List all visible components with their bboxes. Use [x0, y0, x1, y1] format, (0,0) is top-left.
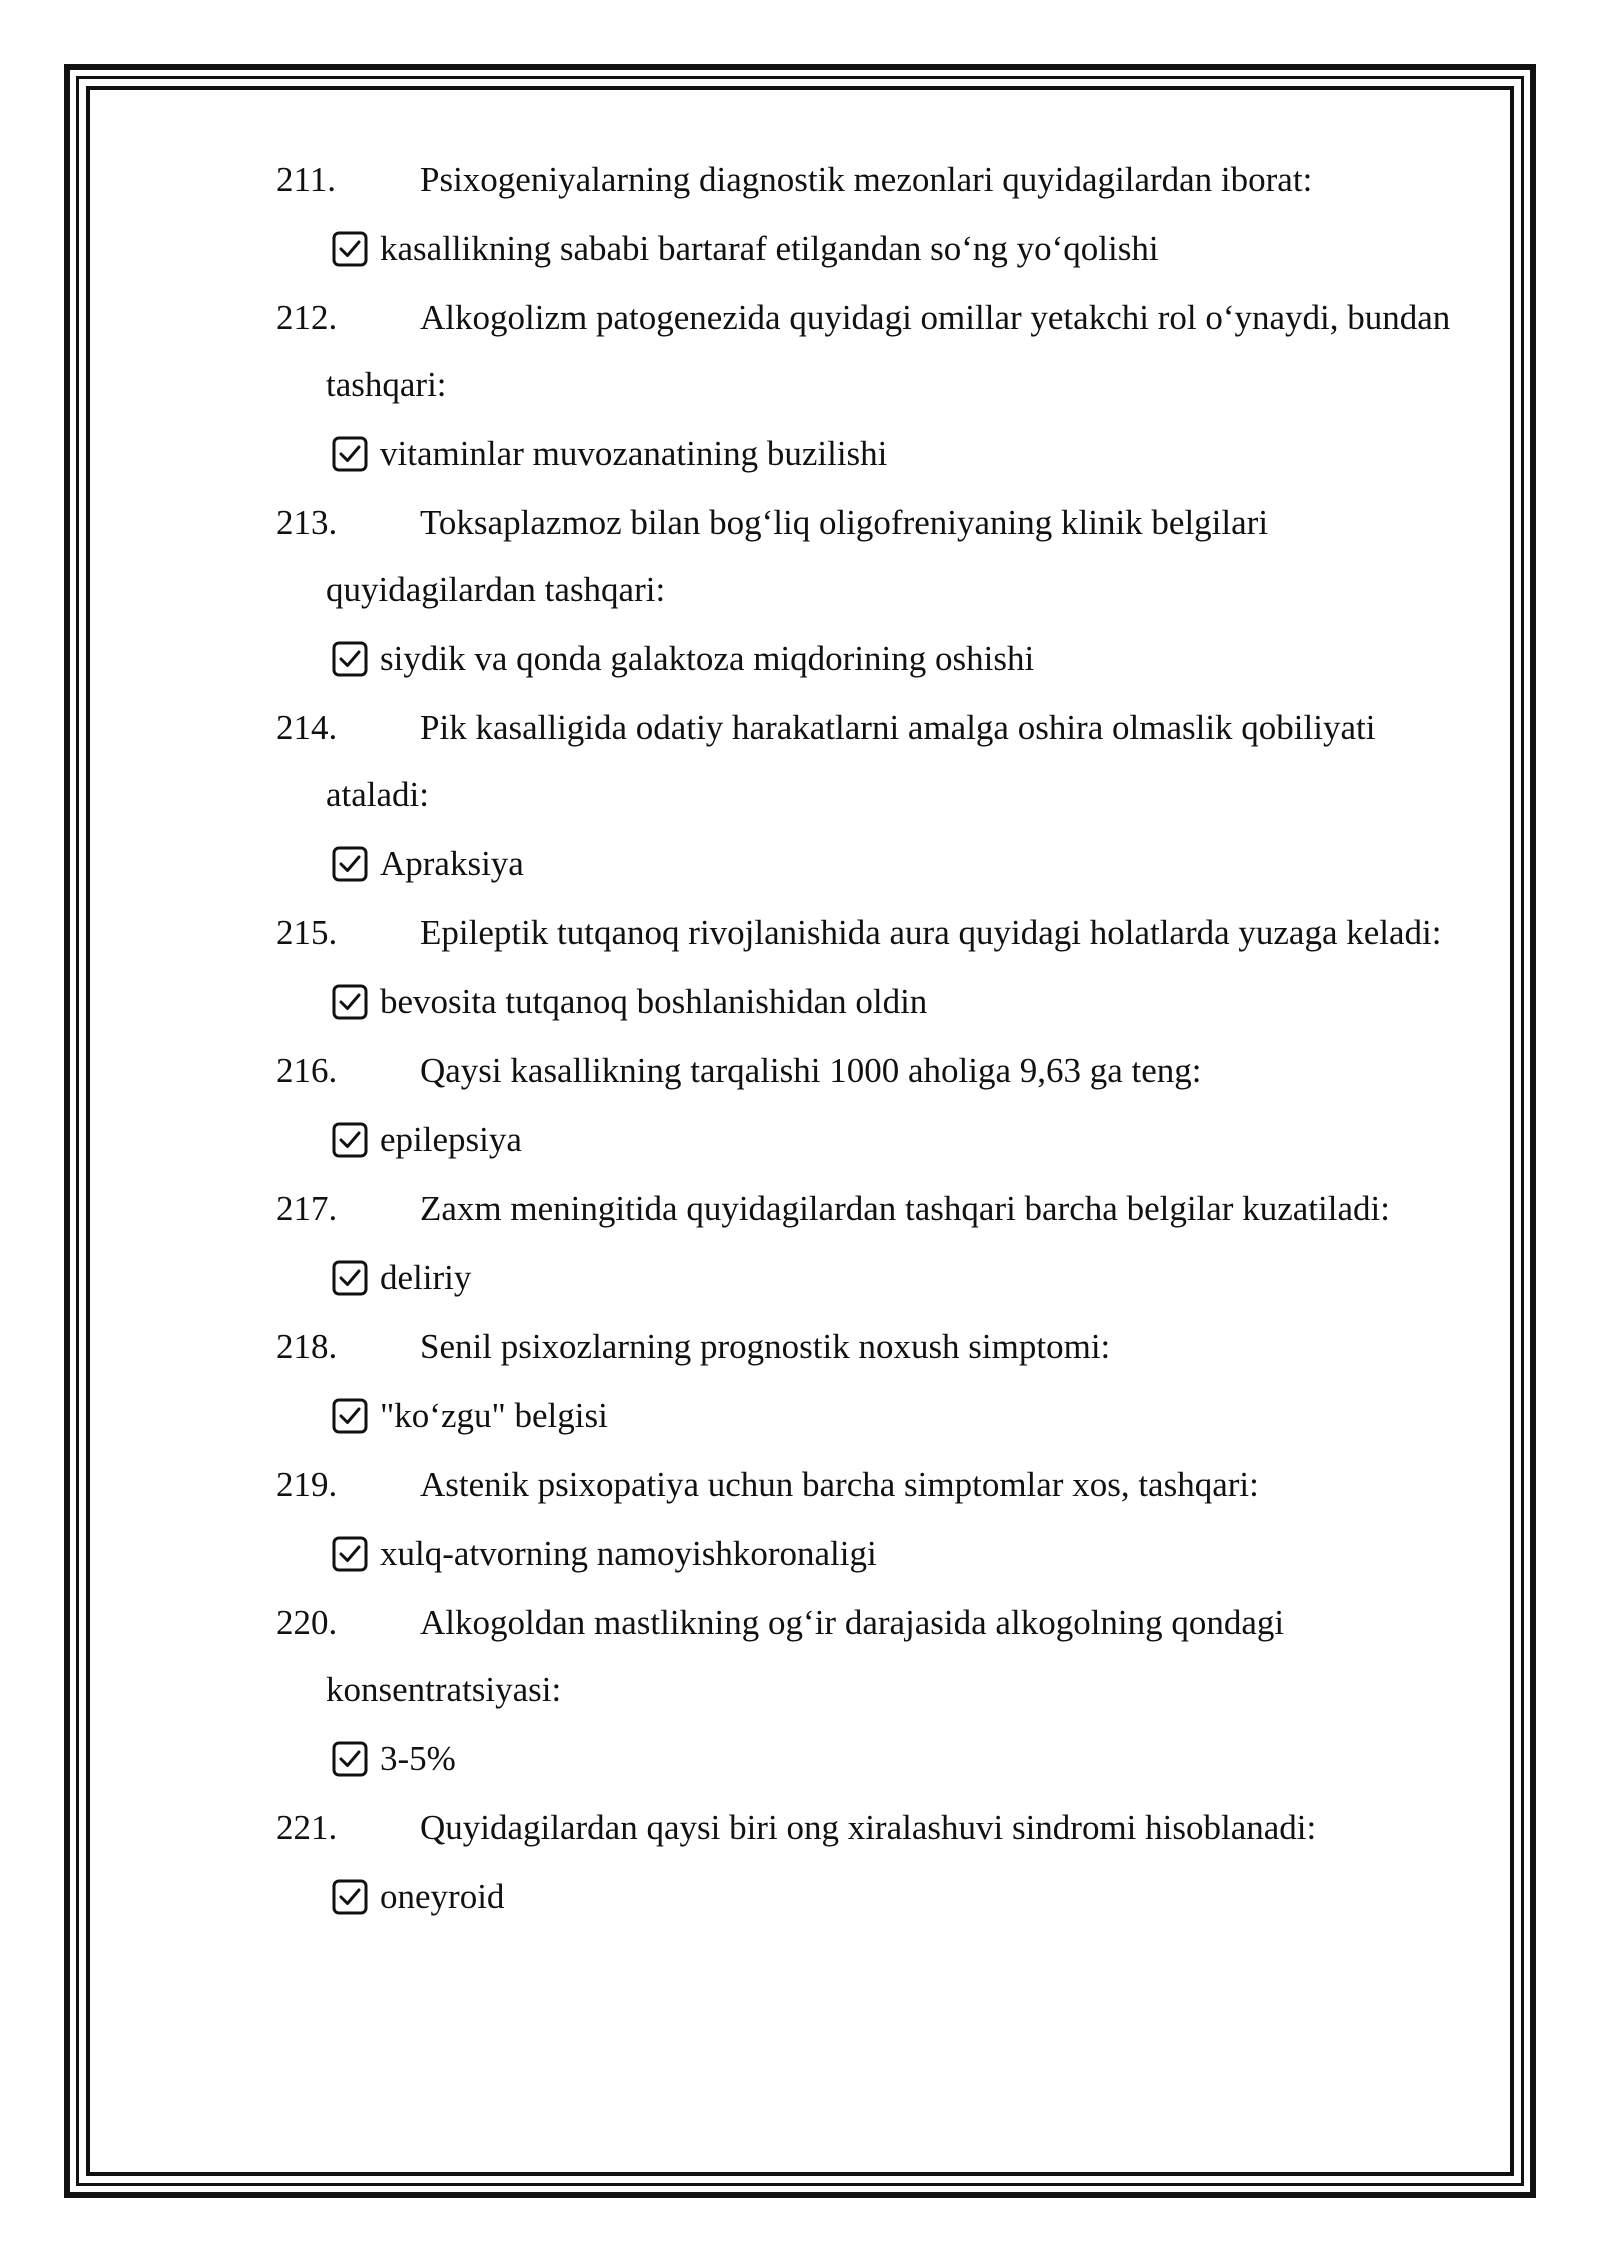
question-item	[276, 489, 1476, 694]
question-text: Alkogolizm patogenezida quyidagi omillar yetakchi rol o‘ynaydi, bundan tashqari:	[326, 298, 1451, 404]
checked-box-icon	[332, 846, 368, 882]
question-text: Quyidagilardan qaysi biri ong xiralashuvi sindromi hisoblanadi:	[420, 1808, 1317, 1847]
answer-text: siydik va qonda galaktoza miqdorining oshishi	[380, 638, 1035, 678]
checked-box-icon	[332, 1879, 368, 1915]
question-item	[276, 284, 1476, 489]
answer-row	[276, 213, 1476, 284]
question-item	[276, 694, 1476, 899]
question-text-block	[276, 284, 1476, 418]
question-text-block	[276, 1037, 1476, 1104]
question-list	[276, 146, 1476, 1932]
question-text-block	[276, 1794, 1476, 1861]
question-text: Alkogoldan mastlikning og‘ir darajasida alkogolning qondagi konsentratsiyasi:	[326, 1603, 1285, 1709]
checked-box-icon	[332, 641, 368, 677]
question-text-block	[276, 1451, 1476, 1518]
question-number: 211.	[276, 160, 336, 199]
question-text-block	[276, 489, 1476, 623]
question-text-block	[276, 1175, 1476, 1242]
question-item	[276, 146, 1476, 284]
question-item	[276, 1175, 1476, 1313]
question-text-block	[276, 146, 1476, 213]
question-number: 221.	[276, 1808, 338, 1847]
question-text: Qaysi kasallikning tarqalishi 1000 aholiga 9,63 ga teng:	[420, 1051, 1202, 1090]
answer-row	[276, 418, 1476, 489]
answer-row	[276, 966, 1476, 1037]
answer-row	[276, 828, 1476, 899]
answer-text: "ko‘zgu" belgisi	[380, 1395, 608, 1435]
question-item	[276, 1794, 1476, 1932]
question-text: Toksaplazmoz bilan bog‘liq oligofreniyaning klinik belgilari quyidagilardan tashqari:	[326, 503, 1269, 609]
question-number: 219.	[276, 1465, 338, 1504]
question-text-block	[276, 1313, 1476, 1380]
question-number: 217.	[276, 1189, 338, 1228]
question-text: Astenik psixopatiya uchun barcha simptomlar xos, tashqari:	[420, 1465, 1259, 1504]
answer-row	[276, 1723, 1476, 1794]
answer-text: Apraksiya	[380, 843, 524, 883]
checked-box-icon	[332, 1398, 368, 1434]
question-item	[276, 1589, 1476, 1794]
answer-row	[276, 1518, 1476, 1589]
answer-row	[276, 1380, 1476, 1451]
answer-text: epilepsiya	[380, 1119, 522, 1159]
question-number: 216.	[276, 1051, 338, 1090]
answer-row	[276, 1242, 1476, 1313]
checked-box-icon	[332, 231, 368, 267]
answer-row	[276, 1861, 1476, 1932]
answer-row	[276, 1104, 1476, 1175]
answer-row	[276, 623, 1476, 694]
checked-box-icon	[332, 1122, 368, 1158]
question-item	[276, 899, 1476, 1037]
question-text: Senil psixozlarning prognostik noxush simptomi:	[420, 1327, 1111, 1366]
question-item	[276, 1037, 1476, 1175]
checked-box-icon	[332, 1260, 368, 1296]
question-number: 214.	[276, 708, 338, 747]
question-text-block	[276, 694, 1476, 828]
question-number: 215.	[276, 913, 338, 952]
question-text: Zaxm meningitida quyidagilardan tashqari barcha belgilar kuzatiladi:	[420, 1189, 1390, 1228]
question-text: Psixogeniyalarning diagnostik mezonlari quyidagilardan iborat:	[420, 160, 1313, 199]
question-text-block	[276, 899, 1476, 966]
answer-text: deliriy	[380, 1257, 472, 1297]
checked-box-icon	[332, 1741, 368, 1777]
checked-box-icon	[332, 1536, 368, 1572]
question-number: 218.	[276, 1327, 338, 1366]
answer-text: kasallikning sababi bartaraf etilgandan so‘ng yo‘qolishi	[380, 228, 1159, 268]
answer-text: bevosita tutqanoq boshlanishidan oldin	[380, 981, 928, 1021]
answer-text: xulq-atvorning namoyishkoronaligi	[380, 1533, 877, 1573]
checked-box-icon	[332, 984, 368, 1020]
question-number: 213.	[276, 503, 338, 542]
question-text-block	[276, 1589, 1476, 1723]
question-text: Epileptik tutqanoq rivojlanishida aura quyidagi holatlarda yuzaga keladi:	[420, 913, 1442, 952]
answer-text: oneyroid	[380, 1876, 505, 1916]
question-item	[276, 1451, 1476, 1589]
question-item	[276, 1313, 1476, 1451]
answer-text: 3-5%	[380, 1738, 456, 1778]
question-number: 212.	[276, 298, 338, 337]
question-number: 220.	[276, 1603, 338, 1642]
checked-box-icon	[332, 436, 368, 472]
question-text: Pik kasalligida odatiy harakatlarni amalga oshira olmaslik qobiliyati ataladi:	[326, 708, 1376, 814]
answer-text: vitaminlar muvozanatining buzilishi	[380, 433, 888, 473]
